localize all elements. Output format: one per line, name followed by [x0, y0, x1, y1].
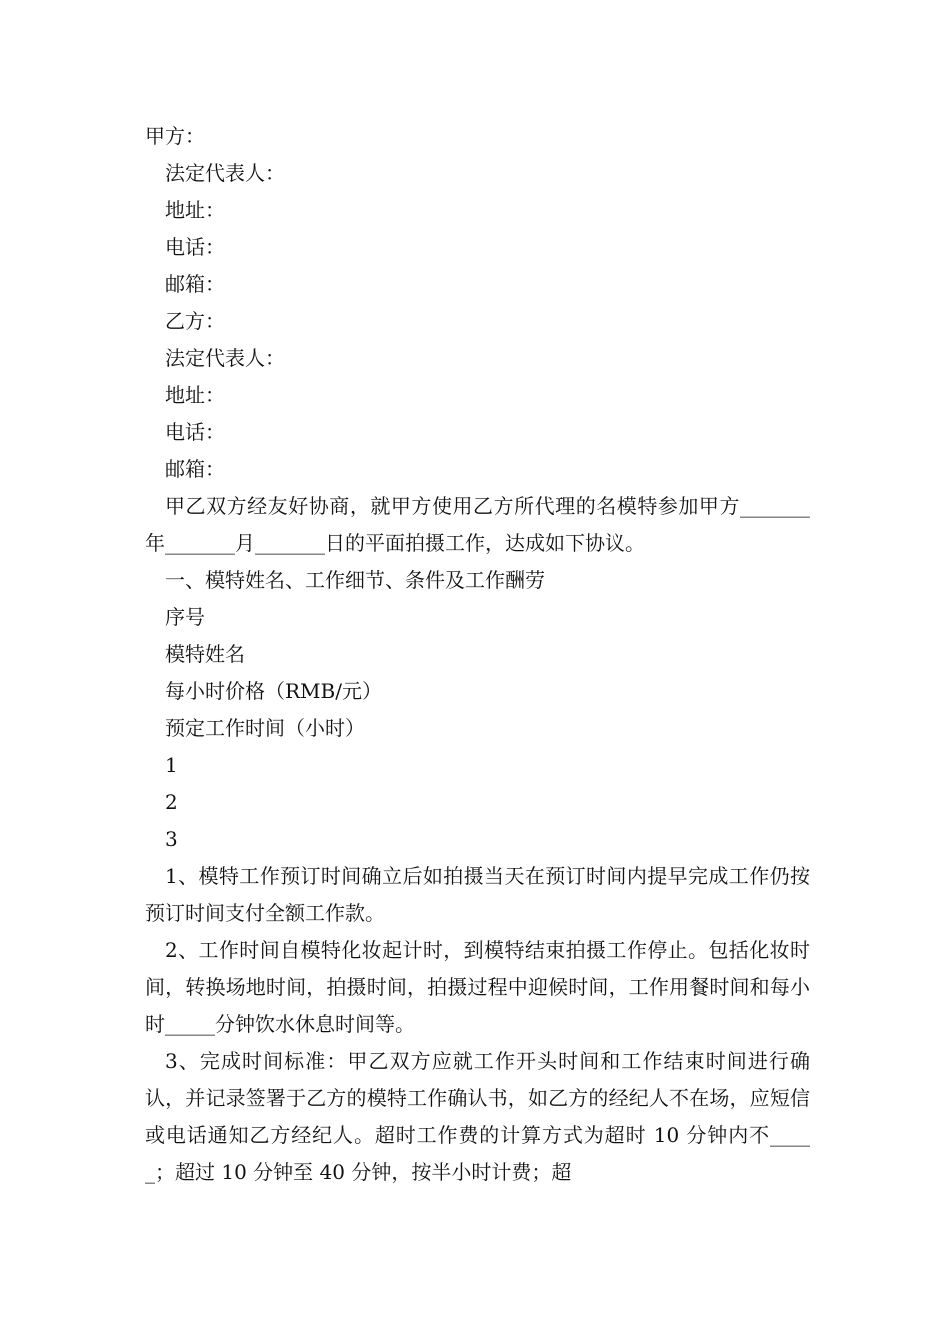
table-header-index: 序号 — [165, 605, 205, 629]
party-a-address: 地址： — [165, 198, 225, 222]
party-b-phone: 电话： — [165, 420, 225, 444]
party-a-title: 甲方： — [145, 124, 205, 148]
table-header-scheduled-hours: 预定工作时间（小时） — [165, 716, 365, 740]
section-1-title: 一、模特姓名、工作细节、条件及工作酬劳 — [165, 568, 545, 592]
table-row-number: 2 — [165, 790, 178, 814]
table-row-number: 1 — [165, 753, 178, 777]
party-a-phone: 电话： — [165, 235, 225, 259]
party-b-title: 乙方： — [165, 309, 225, 333]
party-a-rep: 法定代表人： — [165, 161, 285, 185]
table-header-hourly-price: 每小时价格（RMB/元） — [165, 679, 382, 703]
clause-3: 3、完成时间标准：甲乙双方应就工作开头时间和工作结束时间进行确认，并记录签署于乙方的模特工作确认书，如乙方的经纪人不在场，应短信或电话通知乙方经纪人。超时工作费的计算方式为超时 10 分钟内不_____；超过 10 分钟至 40 分钟，按半小时计费；超 — [145, 1049, 810, 1184]
document-body — [145, 118, 810, 1191]
clause-2: 2、工作时间自模特化妆起计时，到模特结束拍摄工作停止。包括化妆时间，转换场地时间，拍摄时间，拍摄过程中迎候时间，工作用餐时间和每小时_____分钟饮水休息时间等。 — [145, 938, 810, 1036]
party-b-address: 地址： — [165, 383, 225, 407]
party-b-email: 邮箱： — [165, 457, 225, 481]
party-a-email: 邮箱： — [165, 272, 225, 296]
party-b-rep: 法定代表人： — [165, 346, 285, 370]
table-row-number: 3 — [165, 827, 178, 851]
clause-1: 1、模特工作预订时间确立后如拍摄当天在预订时间内提早完成工作仍按预订时间支付全额工作款。 — [145, 864, 810, 925]
table-header-model-name: 模特姓名 — [165, 642, 245, 666]
intro-paragraph: 甲乙双方经友好协商，就甲方使用乙方所代理的名模特参加甲方_______年_______月_______日的平面拍摄工作，达成如下协议。 — [145, 494, 810, 555]
